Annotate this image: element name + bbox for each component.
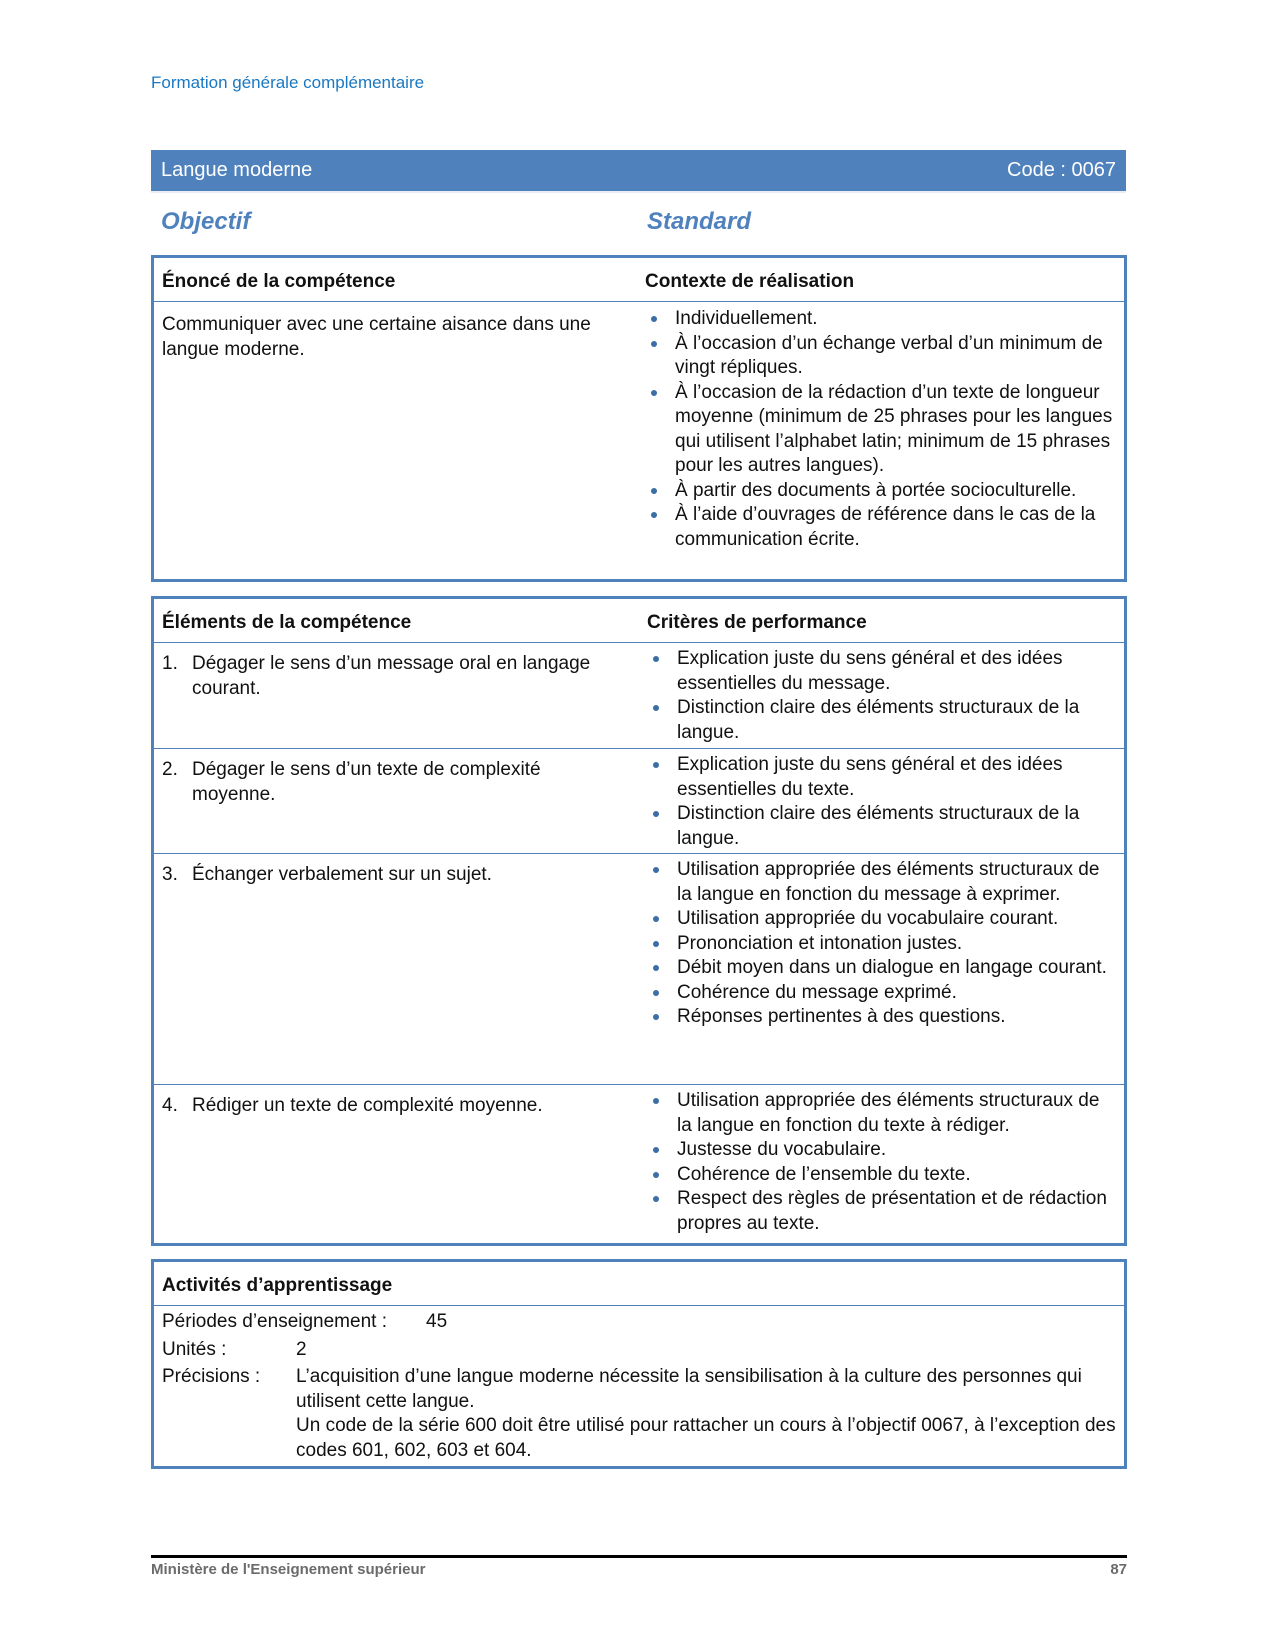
- list-item: Explication juste du sens général et des idées essentielles du message.: [647, 647, 1116, 696]
- element-text: Échanger verbalement sur un sujet.: [192, 864, 492, 885]
- table-row-element: [154, 1085, 637, 1240]
- unites-row: [162, 1338, 1116, 1363]
- course-title: Langue moderne: [161, 159, 313, 181]
- activities-header: Activités d’apprentissage: [154, 1262, 1124, 1306]
- element-text: Rédiger un texte de complexité moyenne.: [192, 1095, 543, 1116]
- contexte-list: [645, 307, 1116, 552]
- table-row-element: [154, 643, 637, 749]
- list-item: Explication juste du sens général et des idées essentielles du texte.: [647, 753, 1116, 802]
- list-item: Individuellement.: [645, 307, 1116, 332]
- list-item: Justesse du vocabulaire.: [647, 1138, 1116, 1163]
- list-item: Utilisation appropriée des éléments structuraux de la langue en fonction du texte à rédiger.: [647, 1089, 1116, 1138]
- unites-label: Unités :: [162, 1338, 227, 1360]
- standard-heading: Standard: [647, 208, 752, 235]
- list-item: À partir des documents à portée socioculturelle.: [645, 479, 1116, 504]
- criteres-header: Critères de performance: [637, 599, 1124, 643]
- table-row-criteres: [637, 1085, 1124, 1240]
- precision-paragraph: Un code de la série 600 doit être utilisé pour rattacher un cours à l’objectif 0067, à l’exception des codes 601, 602, 603 et 604.: [296, 1415, 1116, 1461]
- course-title-bar: [151, 150, 1126, 193]
- list-item: Réponses pertinentes à des questions.: [647, 1005, 1116, 1030]
- element-number: 1.: [162, 653, 178, 674]
- list-item: Respect des règles de présentation et de rédaction propres au texte.: [647, 1187, 1116, 1236]
- contexte-header: Contexte de réalisation: [637, 258, 1124, 302]
- contexte-cell: [637, 302, 1124, 556]
- periodes-value: 45: [426, 1311, 448, 1332]
- element-text: Dégager le sens d’un texte de complexité moyenne.: [192, 759, 541, 805]
- list-item: Débit moyen dans un dialogue en langage courant.: [647, 956, 1116, 981]
- table-row-element: [154, 854, 637, 1085]
- footer-ministry: Ministère de l'Enseignement supérieur: [151, 1561, 426, 1578]
- precision-paragraph: L’acquisition d’une langue moderne nécessite la sensibilisation à la culture des personnes qui utilisent cette langue.: [296, 1366, 1082, 1412]
- list-item: Cohérence du message exprimé.: [647, 981, 1116, 1006]
- unites-value: 2: [296, 1338, 307, 1360]
- precisions-label: Précisions :: [162, 1366, 261, 1387]
- table-row-criteres: [637, 854, 1124, 1085]
- element-number: 3.: [162, 864, 178, 885]
- precisions-text: [296, 1365, 1116, 1463]
- activities-table: [151, 1259, 1127, 1469]
- elements-header: Éléments de la compétence: [154, 599, 637, 643]
- list-item: Utilisation appropriée des éléments structuraux de la langue en fonction du message à exprimer.: [647, 858, 1116, 907]
- list-item: Cohérence de l’ensemble du texte.: [647, 1163, 1116, 1188]
- table-row-element: [154, 749, 637, 854]
- list-item: À l’occasion d’un échange verbal d’un minimum de vingt répliques.: [645, 332, 1116, 381]
- periodes-row: [162, 1310, 1116, 1335]
- list-item: Prononciation et intonation justes.: [647, 932, 1116, 957]
- competence-table: [151, 255, 1127, 582]
- table-row-criteres: [637, 643, 1124, 749]
- enonce-header: Énoncé de la compétence: [154, 258, 637, 302]
- element-number: 2.: [162, 759, 178, 780]
- periodes-label: Périodes d’enseignement :: [162, 1311, 387, 1332]
- table-row-criteres: [637, 749, 1124, 854]
- element-text: Dégager le sens d’un message oral en langage courant.: [192, 653, 591, 699]
- activities-body: [154, 1306, 1124, 1474]
- footer-divider: [151, 1555, 1127, 1558]
- list-item: Utilisation appropriée du vocabulaire courant.: [647, 907, 1116, 932]
- enonce-text: Communiquer avec une certaine aisance dans une langue moderne.: [162, 314, 591, 360]
- objectif-heading: Objectif: [161, 208, 251, 235]
- elements-table: [151, 596, 1127, 1246]
- section-labels: [161, 208, 1121, 240]
- list-item: À l’occasion de la rédaction d’un texte de longueur moyenne (minimum de 25 phrases pour les langues qui utilisent l’alphabet latin; minimum de 15 phrases pour les autres langues).: [645, 381, 1116, 479]
- element-number: 4.: [162, 1095, 178, 1116]
- list-item: Distinction claire des éléments structuraux de la langue.: [647, 802, 1116, 851]
- list-item: À l’aide d’ouvrages de référence dans le cas de la communication écrite.: [645, 503, 1116, 552]
- list-item: Distinction claire des éléments structuraux de la langue.: [647, 696, 1116, 745]
- running-header: Formation générale complémentaire: [151, 73, 425, 92]
- course-code: Code : 0067: [1007, 159, 1116, 181]
- page-number: 87: [1110, 1561, 1127, 1578]
- precisions-row: [162, 1365, 1116, 1463]
